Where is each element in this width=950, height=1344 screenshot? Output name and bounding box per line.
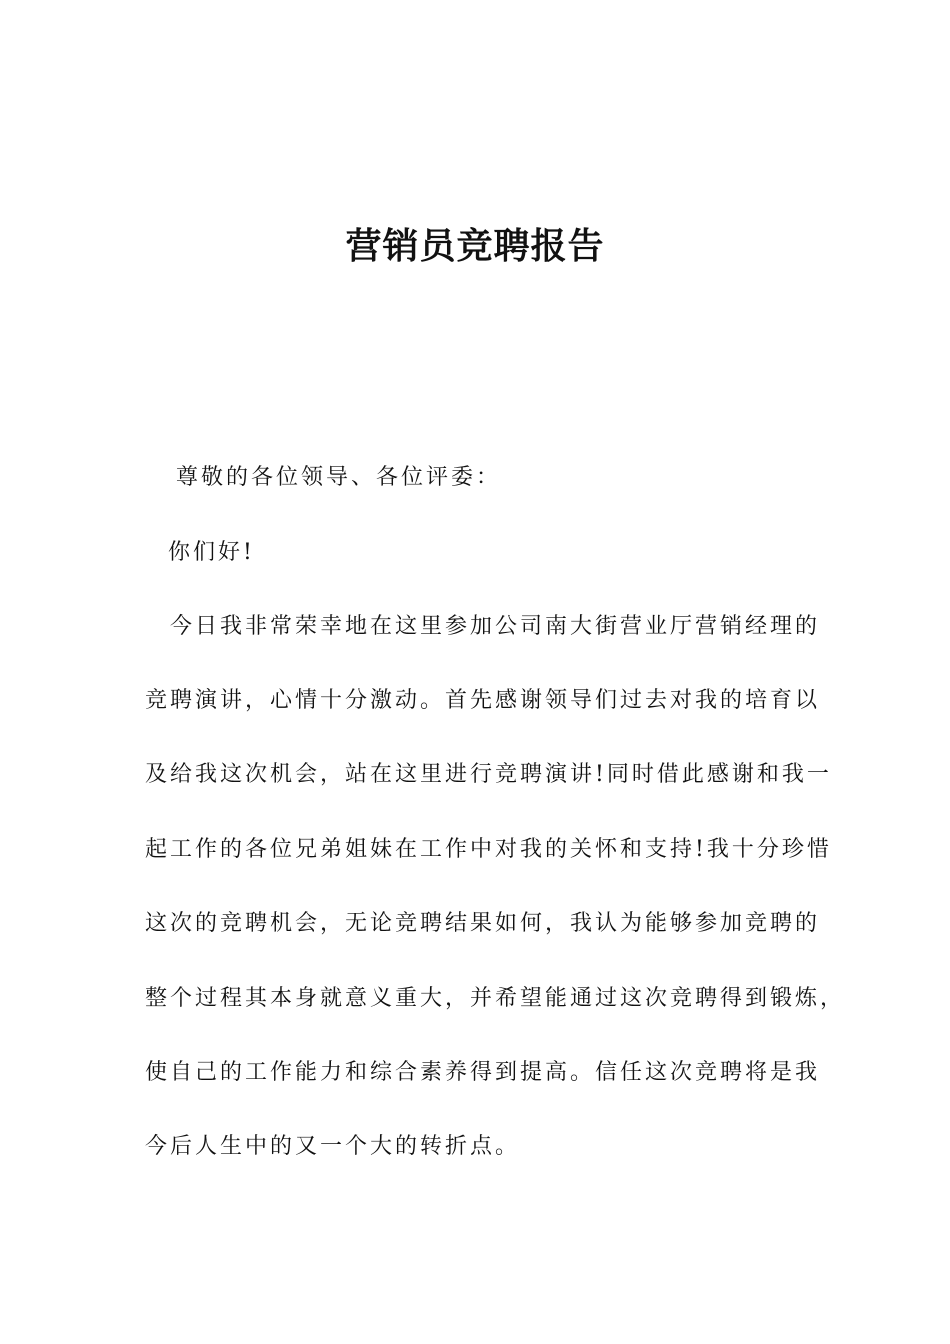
salutation: 尊敬的各位领导、各位评委： (176, 465, 502, 490)
body-line: 今后人生中的又一个大的转折点。 (145, 1134, 521, 1159)
body-line: 使自己的工作能力和综合素养得到提高。信任这次竞聘将是我 (145, 1060, 821, 1085)
body-line: 今日我非常荣幸地在这里参加公司南大街营业厅营销经理的 (170, 614, 821, 639)
greeting: 你们好! (168, 540, 255, 565)
body-line: 竞聘演讲，心情十分激动。首先感谢领导们过去对我的培育以 (145, 688, 821, 713)
body-line: 及给我这次机会，站在这里进行竞聘演讲!同时借此感谢和我一 (145, 762, 832, 787)
document-title: 营销员竞聘报告 (345, 226, 605, 267)
body-line: 这次的竞聘机会，无论竞聘结果如何，我认为能够参加竞聘的 (145, 911, 821, 936)
body-line: 起工作的各位兄弟姐妹在工作中对我的关怀和支持!我十分珍惜 (145, 837, 832, 862)
body-line: 整个过程其本身就意义重大，并希望能通过这次竞聘得到锻炼， (145, 986, 846, 1011)
